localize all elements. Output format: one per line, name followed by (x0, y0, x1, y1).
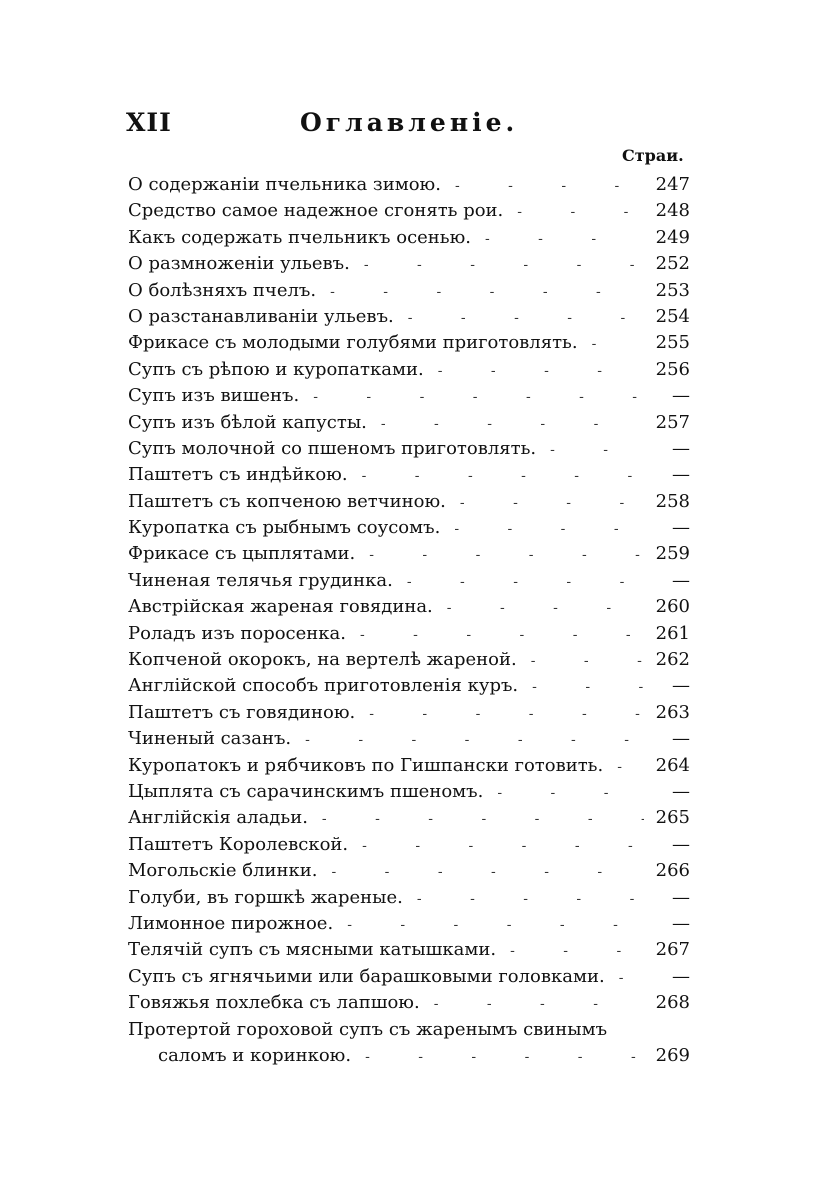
toc-entry-line (128, 1043, 690, 1069)
toc-entry-title: Супъ изъ вишенъ. (128, 385, 300, 407)
dot-leader (348, 463, 644, 489)
toc-entry-title: Цыплята съ сарачинскимъ пшеномъ. (128, 780, 484, 802)
dot-leader (291, 727, 644, 753)
toc-entry-title: Паштетъ съ говядиною. (128, 701, 356, 723)
toc-entry-title: Паштетъ съ копченою ветчиною. (128, 490, 446, 512)
toc-entry-title: Роладъ изъ поросенка. (128, 622, 346, 644)
toc-entry-page: — (672, 517, 690, 539)
toc-entry (128, 779, 690, 805)
toc-entry-title: Паштетъ Королевской. (128, 833, 349, 855)
page-column-label: Страи. (622, 146, 684, 165)
dot-leader (316, 279, 644, 305)
toc-entry-page: — (672, 464, 690, 486)
toc-entry (128, 304, 690, 330)
toc-entry-title: Копченой окорокъ, на вертелѣ жареной. (128, 649, 517, 671)
toc-entry (128, 225, 690, 251)
dot-leader (403, 886, 644, 912)
toc-entry (128, 594, 690, 620)
toc-entry-title: Фрикасе съ цыплятами. (128, 543, 356, 565)
toc-entry-title: О разстанавливаніи ульевъ. (128, 305, 394, 327)
toc-entry-page: — (672, 833, 690, 855)
toc-entry (128, 568, 690, 594)
page-title: Оглавленіе. (300, 108, 519, 137)
toc-entry (128, 462, 690, 488)
dot-leader (603, 754, 644, 780)
toc-entry-title: Протертой гороховой супъ съ жаренымъ свинымъ (128, 1018, 608, 1040)
toc-entry-page: 248 (655, 200, 690, 222)
dot-leader (333, 912, 644, 938)
toc-entry-title: Куропатка съ рыбнымъ соусомъ. (128, 517, 441, 539)
toc-entry-title: О содержаніи пчельника зимою. (128, 174, 441, 195)
dot-leader (441, 173, 644, 199)
toc-entry-title: Чиненая телячья грудинка. (128, 569, 393, 591)
page-number: XII (126, 108, 172, 137)
dot-leader (496, 938, 644, 964)
dot-leader (393, 569, 644, 595)
toc-entry-title: Лимонное пирожное. (128, 912, 334, 934)
toc-entry (128, 964, 690, 990)
toc-entry-page: — (672, 385, 690, 407)
dot-leader (578, 331, 644, 357)
toc-entry (128, 357, 690, 383)
dot-leader (420, 991, 644, 1017)
toc-entry (128, 858, 690, 884)
toc-entry-page: 261 (655, 622, 690, 644)
dot-leader (355, 701, 644, 727)
toc-entry-title: Фрикасе съ молодыми голубями приготовлять. (128, 332, 578, 354)
dot-leader (348, 833, 644, 859)
toc-entry-title: Австрійская жареная говядина. (128, 596, 433, 618)
toc-entry (128, 489, 690, 515)
toc-entry-title: Голуби, въ горшкѣ жареные. (128, 886, 403, 908)
toc-entry (128, 990, 690, 1016)
toc-entry (128, 726, 690, 752)
toc-entry-page: 264 (655, 754, 690, 776)
toc-entry-title: Какъ содержать пчельникъ осенью. (128, 226, 471, 248)
toc-entry-title: Могольскіе блинки. (128, 860, 318, 882)
toc-entry-title: Куропатокъ и рябчиковъ по Гишпански готовить. (128, 754, 604, 776)
toc-entry-page: 253 (655, 279, 690, 301)
toc-entry-page: 254 (655, 305, 690, 327)
toc-entry (128, 278, 690, 304)
toc-entry-page: — (672, 437, 690, 459)
dot-leader (351, 1044, 644, 1070)
toc-entry-last (128, 1017, 690, 1070)
toc-entry (128, 410, 690, 436)
toc-entry-title: Средство самое надежное сгонять рои. (128, 200, 504, 222)
dot-leader (517, 648, 644, 674)
dot-leader (299, 384, 644, 410)
toc-entry-page: — (672, 728, 690, 750)
toc-entry-page: 260 (655, 596, 690, 618)
dot-leader (433, 595, 644, 621)
toc-entry (128, 515, 690, 541)
dot-leader (355, 542, 644, 568)
dot-leader (317, 859, 644, 885)
toc-entry-title: Чиненый сазанъ. (128, 728, 292, 750)
toc-entry-page: — (672, 569, 690, 591)
toc-entry (128, 383, 690, 409)
toc-entry-page: 267 (655, 939, 690, 961)
toc-entry-page: 266 (655, 860, 690, 882)
toc-entry-page: 269 (655, 1044, 690, 1066)
toc-entry (128, 885, 690, 911)
toc-entry (128, 805, 690, 831)
toc-entry-title: Англійской способъ приготовленія куръ. (128, 675, 519, 697)
dot-leader (394, 305, 644, 331)
toc-entry-title-continued: саломъ и коринкою. (158, 1044, 352, 1066)
toc-entry (128, 911, 690, 937)
toc-entry-page: 249 (655, 226, 690, 248)
toc-entry-page: 247 (655, 174, 690, 195)
toc-entry (128, 251, 690, 277)
toc-entry-page: — (672, 912, 690, 934)
toc-entry (128, 621, 690, 647)
toc-entry-title: О размноженіи ульевъ. (128, 253, 350, 275)
toc-entry-page: — (672, 780, 690, 802)
toc-entry-page: 258 (655, 490, 690, 512)
toc-entry (128, 673, 690, 699)
toc-entry (128, 436, 690, 462)
dot-leader (483, 780, 644, 806)
dot-leader (308, 806, 644, 832)
toc-entry-title: Супъ съ ягнячьими или барашковыми головками. (128, 965, 605, 987)
dot-leader (350, 252, 644, 278)
dot-leader (446, 490, 644, 516)
toc-entry-title: Супъ съ рѣпою и куропатками. (128, 358, 424, 380)
toc-entry-page: 262 (655, 649, 690, 671)
dot-leader (440, 516, 644, 542)
toc-entry (128, 541, 690, 567)
toc-entry-page: 257 (655, 411, 690, 433)
toc-entry-page: — (672, 965, 690, 987)
toc-entry (128, 700, 690, 726)
toc-entry-page: 268 (655, 992, 690, 1014)
toc-entry-page: 265 (655, 807, 690, 829)
toc-entry (128, 330, 690, 356)
toc-entry-title: Супъ изъ бѣлой капусты. (128, 411, 367, 433)
toc-entry-page: — (672, 886, 690, 908)
toc-entry (128, 647, 690, 673)
toc-entry-title: Супъ молочной со пшеномъ приготовлять. (128, 437, 537, 459)
dot-leader (536, 437, 644, 463)
dot-leader (605, 965, 644, 991)
toc-entry-page: 263 (655, 701, 690, 723)
toc-entry-page: 255 (655, 332, 690, 354)
toc-entry-line (128, 1017, 690, 1043)
toc-entry-page: 252 (655, 253, 690, 275)
dot-leader (518, 674, 644, 700)
toc-entry-title: О болѣзняхъ пчелъ. (128, 279, 317, 301)
toc-entry-title: Паштетъ съ индѣйкою. (128, 464, 348, 486)
dot-leader (367, 411, 644, 437)
toc-entry-page: 259 (655, 543, 690, 565)
toc-entry (128, 832, 690, 858)
toc-entry (128, 198, 690, 224)
toc-entry-title: Говяжья похлебка съ лапшою. (128, 992, 420, 1014)
table-of-contents (128, 172, 690, 1069)
dot-leader (346, 622, 644, 648)
toc-entry (128, 937, 690, 963)
toc-entry-title: Телячій супъ съ мясными катышками. (128, 939, 497, 961)
toc-entry-page: 256 (655, 358, 690, 380)
toc-entry-page: — (672, 675, 690, 697)
dot-leader (503, 199, 644, 225)
dot-leader (424, 358, 644, 384)
toc-entry-title: Англійскія аладьи. (128, 807, 308, 829)
dot-leader (471, 226, 644, 252)
toc-entry (128, 172, 690, 198)
toc-entry (128, 753, 690, 779)
